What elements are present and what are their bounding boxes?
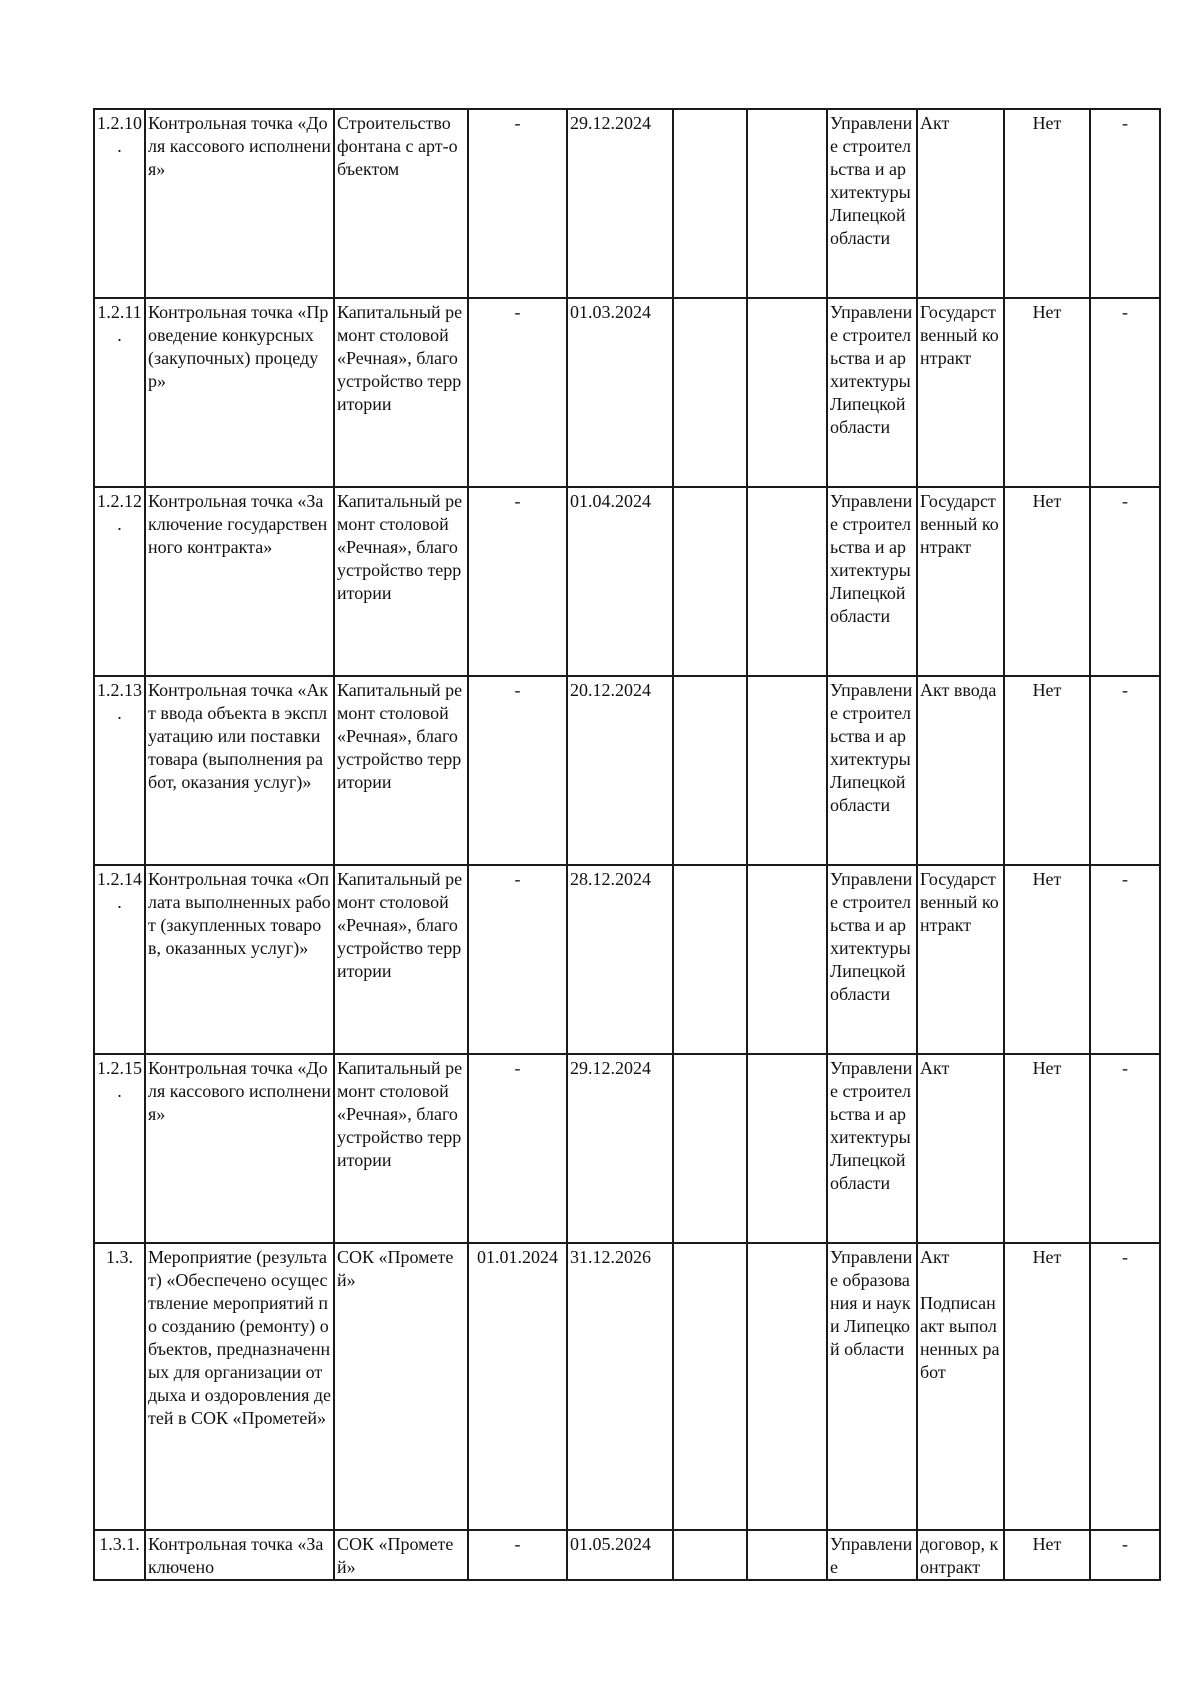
flag-cell: Нет	[1004, 865, 1090, 1054]
empty-cell	[747, 1243, 827, 1530]
table-row	[94, 865, 1160, 1054]
document-type: Государственный контракт	[917, 487, 1004, 676]
empty-cell	[747, 1530, 827, 1580]
row-number: 1.2.13 .	[94, 676, 145, 865]
empty-cell	[673, 1243, 747, 1530]
empty-cell	[673, 298, 747, 487]
event-name: Мероприятие (результат) «Обеспечено осуществление мероприятий по созданию (ремонту) объектов, предназначенных для организации отдыха и оздоровления детей в СОК «Прометей»	[145, 1243, 334, 1530]
responsible: Управление строительства и архитектуры Липецкой области	[827, 1054, 917, 1243]
table-row	[94, 676, 1160, 865]
note-cell: -	[1090, 1243, 1160, 1530]
empty-cell	[673, 1054, 747, 1243]
note-cell: -	[1090, 487, 1160, 676]
end-date: 28.12.2024	[567, 865, 673, 1054]
empty-cell	[673, 865, 747, 1054]
empty-cell	[747, 676, 827, 865]
event-name: Контрольная точка «Доля кассового исполнения»	[145, 109, 334, 298]
document-type: договор, контракт	[917, 1530, 1004, 1580]
object-name: Капитальный ремонт столовой «Речная», благоустройство территории	[334, 1054, 468, 1243]
flag-cell: Нет	[1004, 1530, 1090, 1580]
row-number: 1.2.10 .	[94, 109, 145, 298]
flag-cell: Нет	[1004, 298, 1090, 487]
document-type: Государственный контракт	[917, 298, 1004, 487]
responsible: Управление образования и науки Липецкой области	[827, 1243, 917, 1530]
row-number: 1.3.	[94, 1243, 145, 1530]
table-row	[94, 1530, 1160, 1580]
object-name: СОК «Прометей»	[334, 1243, 468, 1530]
event-name: Контрольная точка «Доля кассового исполнения»	[145, 1054, 334, 1243]
start-date: 01.01.2024	[468, 1243, 567, 1530]
row-number: 1.3.1.	[94, 1530, 145, 1580]
event-name: Контрольная точка «Заключение государственного контракта»	[145, 487, 334, 676]
empty-cell	[747, 298, 827, 487]
start-date: -	[468, 1530, 567, 1580]
document-type: Акт	[917, 1054, 1004, 1243]
end-date: 29.12.2024	[567, 109, 673, 298]
start-date: -	[468, 109, 567, 298]
table-row	[94, 1054, 1160, 1243]
empty-cell	[747, 487, 827, 676]
start-date: -	[468, 865, 567, 1054]
object-name: Капитальный ремонт столовой «Речная», благоустройство территории	[334, 298, 468, 487]
end-date: 20.12.2024	[567, 676, 673, 865]
row-number: 1.2.12 .	[94, 487, 145, 676]
document-type: Акт ввода	[917, 676, 1004, 865]
table-row	[94, 1243, 1160, 1530]
empty-cell	[673, 676, 747, 865]
note-cell: -	[1090, 865, 1160, 1054]
table-row	[94, 487, 1160, 676]
row-number: 1.2.11 .	[94, 298, 145, 487]
document-type: Акт Подписан акт выполненных работ	[917, 1243, 1004, 1530]
end-date: 29.12.2024	[567, 1054, 673, 1243]
end-date: 01.04.2024	[567, 487, 673, 676]
flag-cell: Нет	[1004, 1243, 1090, 1530]
responsible: Управление строительства и архитектуры Липецкой области	[827, 298, 917, 487]
note-cell: -	[1090, 298, 1160, 487]
table-row	[94, 109, 1160, 298]
start-date: -	[468, 676, 567, 865]
table-row	[94, 298, 1160, 487]
empty-cell	[673, 487, 747, 676]
object-name: Капитальный ремонт столовой «Речная», благоустройство территории	[334, 865, 468, 1054]
document-type: Акт	[917, 109, 1004, 298]
row-number: 1.2.15 .	[94, 1054, 145, 1243]
responsible: Управление строительства и архитектуры Липецкой области	[827, 865, 917, 1054]
plan-table	[93, 108, 1161, 1581]
object-name: Строительство фонтана с арт-объектом	[334, 109, 468, 298]
start-date: -	[468, 487, 567, 676]
empty-cell	[747, 865, 827, 1054]
note-cell: -	[1090, 1530, 1160, 1580]
note-cell: -	[1090, 676, 1160, 865]
object-name: Капитальный ремонт столовой «Речная», благоустройство территории	[334, 676, 468, 865]
start-date: -	[468, 298, 567, 487]
responsible: Управление строительства и архитектуры Липецкой области	[827, 487, 917, 676]
end-date: 01.03.2024	[567, 298, 673, 487]
event-name: Контрольная точка «Оплата выполненных работ (закупленных товаров, оказанных услуг)»	[145, 865, 334, 1054]
object-name: СОК «Прометей»	[334, 1530, 468, 1580]
start-date: -	[468, 1054, 567, 1243]
document-type: Государственный контракт	[917, 865, 1004, 1054]
note-cell: -	[1090, 109, 1160, 298]
event-name: Контрольная точка «Акт ввода объекта в эксплуатацию или поставки товара (выполнения работ, оказания услуг)»	[145, 676, 334, 865]
flag-cell: Нет	[1004, 109, 1090, 298]
object-name: Капитальный ремонт столовой «Речная», благоустройство территории	[334, 487, 468, 676]
empty-cell	[747, 1054, 827, 1243]
end-date: 01.05.2024	[567, 1530, 673, 1580]
responsible: Управление строительства и архитектуры Липецкой области	[827, 109, 917, 298]
event-name: Контрольная точка «Проведение конкурсных (закупочных) процедур»	[145, 298, 334, 487]
note-cell: -	[1090, 1054, 1160, 1243]
empty-cell	[747, 109, 827, 298]
flag-cell: Нет	[1004, 487, 1090, 676]
flag-cell: Нет	[1004, 1054, 1090, 1243]
responsible: Управление строительства и архитектуры Липецкой области	[827, 676, 917, 865]
end-date: 31.12.2026	[567, 1243, 673, 1530]
row-number: 1.2.14 .	[94, 865, 145, 1054]
responsible: Управление	[827, 1530, 917, 1580]
empty-cell	[673, 1530, 747, 1580]
event-name: Контрольная точка «Заключено	[145, 1530, 334, 1580]
empty-cell	[673, 109, 747, 298]
flag-cell: Нет	[1004, 676, 1090, 865]
